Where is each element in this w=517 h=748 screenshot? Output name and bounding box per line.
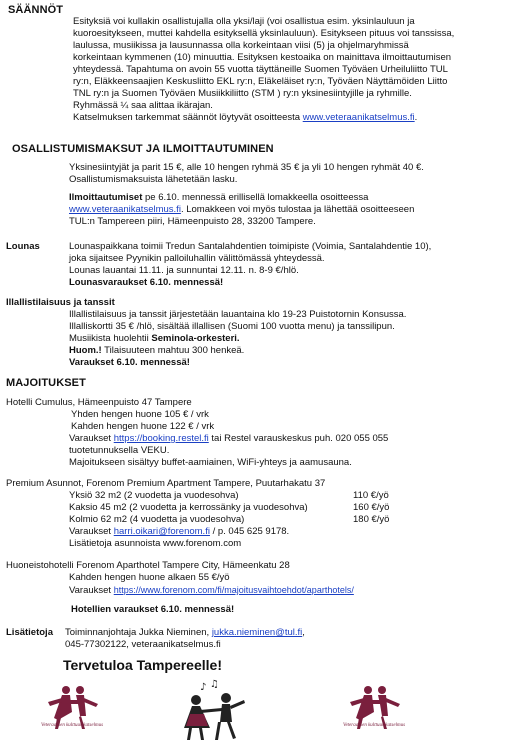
rules-line: Ryhmässä ¼ saa alittaa ikärajan. (73, 100, 213, 111)
lunch-label: Lounas (6, 241, 40, 252)
cumulus-breakfast: Majoitukseen sisältyy buffet-aamiainen, WiFi-yhteys ja aamusauna. (69, 457, 352, 468)
rules-line: yhteydessä. Tapahtuma on avoin 55 vuotta täyttäneille Suomen Työväen Urheiluliitto TUL (73, 64, 448, 75)
info-contact-post: , (302, 627, 305, 638)
lunch-line: Lounaspaikkana toimii Tredun Santalahdentien toimipiste (Voimia, Santalahdentie 10), (69, 241, 432, 252)
right-logo-text: Veteraanien kulttuurikatselmus (342, 723, 406, 728)
cumulus-double: Kahden hengen huone 122 € / vrk (71, 421, 215, 432)
left-logo-text: Veteraanien kulttuurikatselmus (40, 723, 104, 728)
info-contact-line (65, 627, 305, 639)
dinner-band: Seminola-orkesteri. (151, 333, 240, 344)
info-label: Lisätietoja (6, 627, 53, 638)
rules-heading: SÄÄNNÖT (8, 4, 64, 16)
lunch-body (69, 241, 431, 289)
dinner-capacity: Tilaisuuteen mahtuu 300 henkeä. (101, 345, 245, 356)
forenom-row-price: 110 €/yö (353, 490, 389, 501)
aparthotel-body (69, 572, 354, 597)
fees-body (69, 162, 424, 228)
dancers-right-icon (330, 682, 418, 742)
registration-label: Ilmoittautumiset (69, 192, 143, 203)
dinner-capacity-line (69, 345, 406, 357)
fees-line: Yksinesiintyjät ja parit 15 €, alle 10 hengen ryhmä 35 € ja yli 10 hengen ryhmät 40 €. (69, 162, 424, 173)
forenom-info: Lisätietoja asunnoista www.forenom.com (69, 538, 242, 549)
aparthotel-double: Kahden hengen huone alkaen 55 €/yö (69, 572, 230, 583)
rules-line: TNL ry:n ja Suomen Työväen Musiikkiliitto (STM ) ry:n yksinesiintyjille ja ryhmille. (73, 88, 412, 99)
info-body (65, 627, 305, 651)
left-logo (28, 682, 116, 742)
forenom-row-desc: Yksiö 32 m2 (2 vuodetta ja vuodesohva) (69, 490, 239, 501)
registration-link[interactable]: www.veteraanikatselmus.fi (69, 204, 181, 215)
restel-booking-link[interactable]: https://booking.restel.fi (113, 433, 209, 444)
dinner-line: Illalliskortti 35 € /hlö, sisältää illallisen (Suomi 100 vuotta menu) ja tanssilipun. (69, 321, 395, 332)
rules-more-end: . (414, 112, 418, 123)
registration-text-2: . Lomakkeen voi myös tulostaa ja lähettää osoitteeseen (180, 204, 415, 215)
right-logo (330, 682, 418, 742)
registration-address: TUL:n Tampereen piiri, Hämeenpuisto 28, 33200 Tampere. (69, 216, 316, 227)
svg-text:♫: ♫ (210, 679, 219, 690)
aparthotel-name: Huoneistohotelli Forenom Aparthotel Tampere City, Hämeenkatu 28 (6, 560, 290, 571)
registration-line-2 (69, 204, 424, 216)
rules-body (73, 16, 454, 124)
info-contact-pre: Toiminnanjohtaja Jukka Nieminen, (65, 627, 212, 638)
forenom-booking-pre: Varaukset (69, 526, 114, 537)
center-logo (170, 678, 270, 744)
dinner-note-label: Huom.! (69, 345, 102, 356)
forenom-booking-post: / p. 045 625 9178. (209, 526, 290, 537)
rules-more-line (73, 112, 454, 124)
cumulus-booking-line (69, 433, 388, 445)
rules-more-text: Katselmuksen tarkemmat säännöt löytyvät osoitteesta (73, 112, 301, 123)
welcome-text: Tervetuloa Tampereelle! (63, 657, 222, 673)
lunch-deadline: Lounasvaraukset 6.10. mennessä! (69, 277, 224, 288)
cumulus-body (69, 409, 388, 469)
forenom-row-desc: Kaksio 45 m2 (2 vuodetta ja kerrossänky ja vuodesohva) (69, 502, 308, 513)
cumulus-single: Yhden hengen huone 105 € / vrk (71, 409, 209, 420)
aparthotel-booking-pre: Varaukset (69, 585, 114, 596)
dinner-deadline: Varaukset 6.10. mennessä! (69, 357, 190, 368)
cumulus-name: Hotelli Cumulus, Hämeenpuisto 47 Tampere (6, 397, 192, 408)
rules-line: Esityksiä voi kullakin osallistujalla olla yksi/laji (voi osallistua esim. yksinlauluun ja (73, 16, 415, 27)
forenom-name: Premium Asunnot, Forenom Premium Apartment Tampere, Puutarhakatu 37 (6, 478, 326, 489)
forenom-row-price: 180 €/yö (353, 514, 390, 525)
dinner-music-pre: Musiikista huolehtii (69, 333, 152, 344)
rules-line: korkeintaan kymmenen (10) minuuttia. Esityksen kestoaika on mainittava ilmoittautumisen (73, 52, 452, 63)
aparthotel-booking-line (69, 584, 354, 597)
fees-line: Osallistumismaksuista lähetetään lasku. (69, 174, 238, 185)
forenom-row-desc: Kolmio 62 m2 (4 vuodetta ja vuodesohva) (69, 514, 245, 525)
website-link[interactable]: www.veteraanikatselmus.fi (302, 112, 415, 123)
rules-line: laulussa, musiikissa ja lausunnassa olla korkeintaan viisi (5) ja ohjelmaryhmissä (73, 40, 409, 51)
info-phone-line: 045-77302122, veteraanikatselmus.fi (65, 639, 221, 650)
forenom-row-price: 160 €/yö (353, 502, 390, 513)
svg-text:♪: ♪ (200, 682, 207, 693)
cumulus-code: tuotetunnuksella VEKU. (69, 445, 170, 456)
cumulus-booking-pre: Varaukset (69, 433, 114, 444)
accommodation-heading: MAJOITUKSET (6, 377, 86, 389)
dinner-body (69, 309, 406, 369)
dancers-left-icon (28, 682, 116, 742)
rules-line: kuoroesitykseen, muttei kahdella esityksellä yksinlauluun). Esitykseen pituus voi tanssissa, (73, 28, 455, 39)
cumulus-booking-post: tai Restel varauskeskus puh. 020 055 055 (208, 433, 389, 444)
forenom-email-link[interactable]: harri.oikari@forenom.fi (113, 526, 210, 537)
dinner-music-line (69, 333, 406, 345)
forenom-booking-line (69, 526, 289, 538)
aparthotel-link[interactable]: https://www.forenom.com/fi/majoitusvaihtoehdot/aparthotels/ (113, 585, 354, 595)
registration-text: pe 6.10. mennessä erillisellä lomakkeella osoitteessa (142, 192, 369, 203)
dinner-label: Illallistilaisuus ja tanssit (6, 297, 115, 308)
hotel-deadline: Hotellien varaukset 6.10. mennessä! (71, 604, 235, 615)
lunch-line: Lounas lauantai 11.11. ja sunnuntai 12.11. n. 8-9 €/hlö. (69, 265, 299, 276)
dinner-line: Illallistilaisuus ja tanssit järjestetään lauantaina klo 19-23 Puistotornin Konsussa. (69, 309, 407, 320)
fees-heading: OSALLISTUMISMAKSUT JA ILMOITTAUTUMINEN (12, 143, 274, 155)
dancing-couple-icon (170, 678, 270, 744)
lunch-line: joka sijaitsee Pyynikin palloiluhallin välittömässä yhteydessä. (69, 253, 325, 264)
contact-email-link[interactable]: jukka.nieminen@tul.fi (211, 627, 303, 638)
registration-line (69, 192, 424, 204)
rules-line: ry:n, Eläkkeensaajien Keskusliitto EKL ry:n, Eläkeläiset ry:n, Työväen Näyttämöiden Liitto (73, 76, 448, 87)
forenom-rows (69, 490, 409, 550)
